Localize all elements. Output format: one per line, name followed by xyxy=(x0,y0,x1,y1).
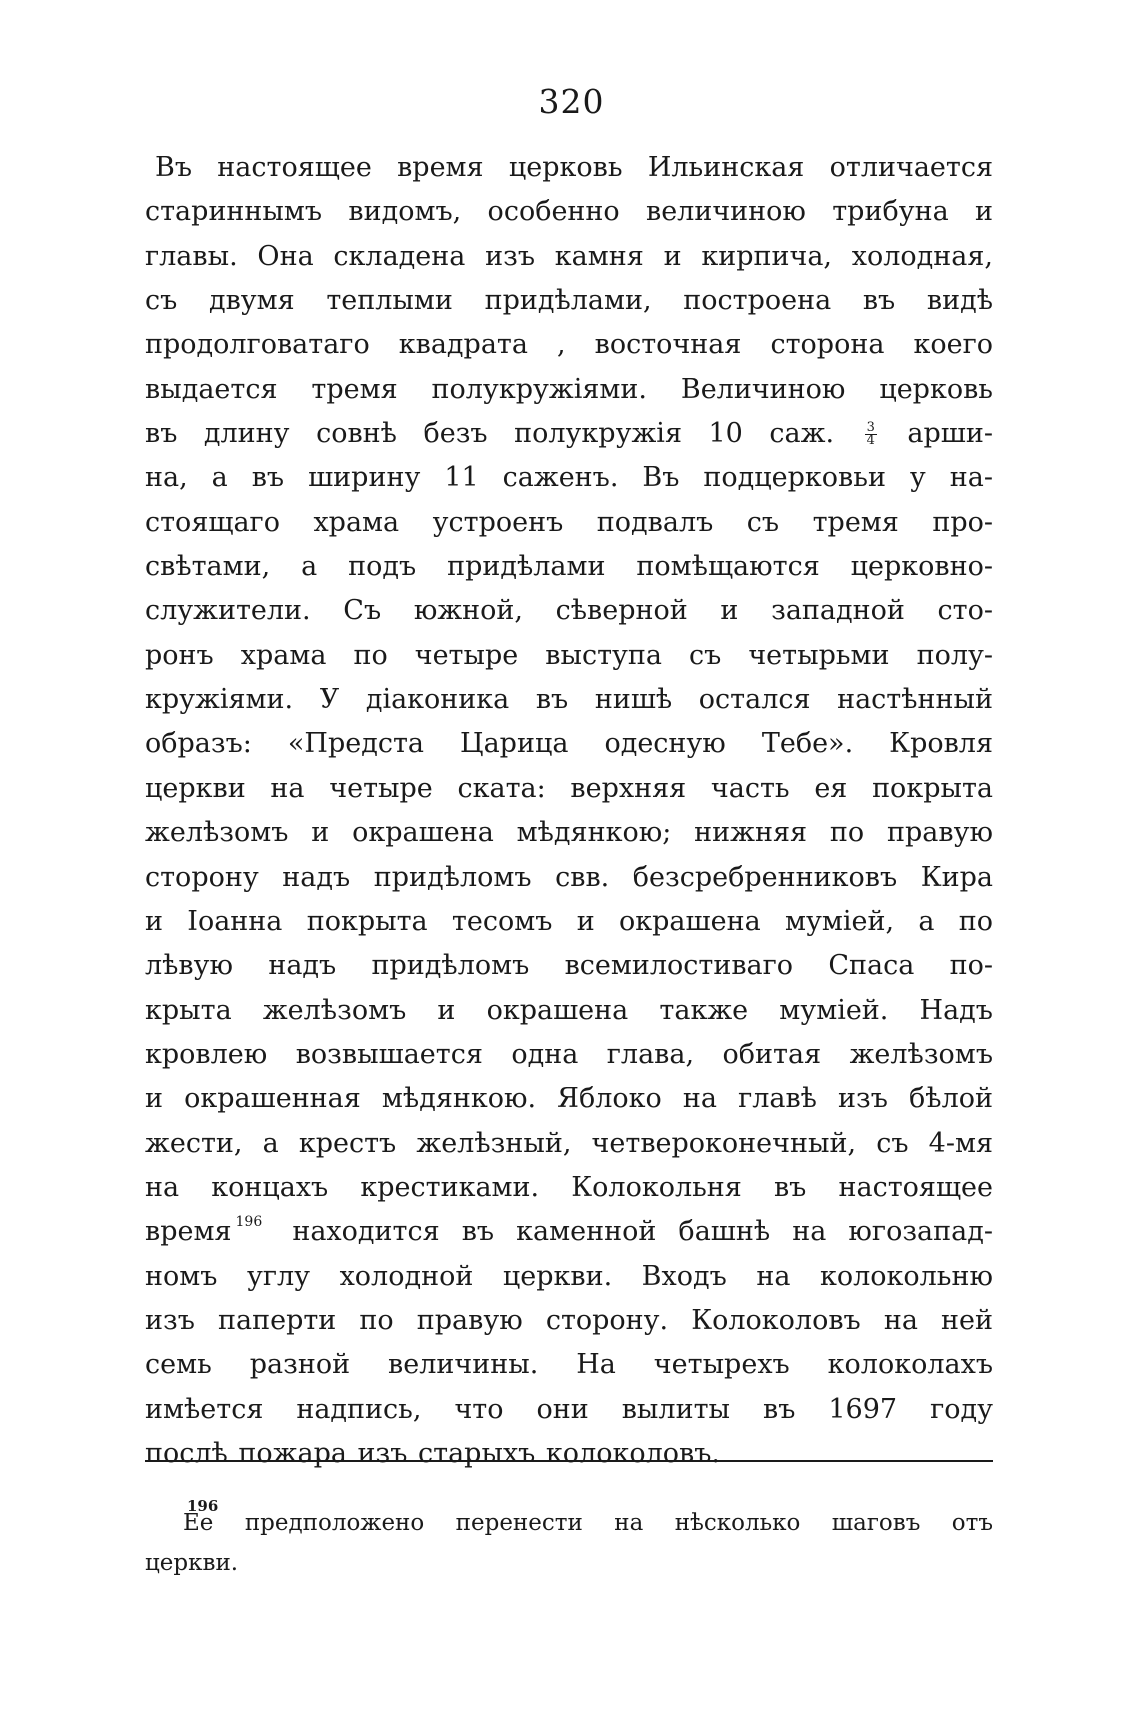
text-line: церкви на четыре ската: верхняя часть ея покрыта xyxy=(145,772,993,804)
text-line-with-footnote-ref xyxy=(145,1210,993,1254)
text-line: продолговатаго квадрата , восточная сторона коего xyxy=(145,329,993,361)
text-line: Въ настоящее время церковь Ильинская отличается xyxy=(155,152,993,183)
text-line: послѣ пожара изъ старыхъ колоколовъ. xyxy=(145,1437,720,1469)
text-line: служители. Съ южной, сѣверной и западной сто- xyxy=(145,595,993,627)
text-line: на концахъ крестиками. Колокольня въ настоящее xyxy=(145,1171,993,1203)
text-line: семь разной величины. На четырехъ колоколахъ xyxy=(145,1349,993,1381)
text-line: сторону надъ придѣломъ свв. безсребренниковъ Кира xyxy=(145,861,993,893)
text-segment: время xyxy=(145,1216,232,1248)
page-number: 320 xyxy=(538,82,605,121)
text-line: жести, а крестъ желѣзный, четвероконечный, съ 4-мя xyxy=(145,1127,993,1159)
text-line: на, а въ ширину 11 саженъ. Въ подцерковьи у на- xyxy=(145,462,993,494)
footnote-divider xyxy=(145,1460,993,1462)
text-line: желѣзомъ и окрашена мѣдянкою; нижняя по правую xyxy=(145,817,993,849)
footnote xyxy=(145,1497,993,1583)
footnote-reference[interactable]: 196 xyxy=(235,1214,263,1231)
text-line: кружіями. У діаконика въ нишѣ остался настѣнный xyxy=(145,684,993,716)
text-line: имѣется надпись, что они вылиты въ 1697 году xyxy=(145,1393,993,1425)
body-text xyxy=(145,146,993,1476)
fraction-denominator: 4 xyxy=(866,433,875,449)
text-line: главы. Она складена изъ камня и кирпича, холодная, xyxy=(145,240,993,272)
footnote-marker: 196 xyxy=(187,1497,219,1515)
text-line: крыта желѣзомъ и окрашена также муміей. Надъ xyxy=(145,994,993,1026)
footnote-line: церкви. xyxy=(145,1550,239,1576)
text-line: и Іоанна покрыта тесомъ и окрашена муміей, а по xyxy=(145,905,993,937)
fraction-numerator: 3 xyxy=(866,420,875,436)
footnote-first-line-wrap xyxy=(145,1497,993,1543)
text-line: свѣтами, а подъ придѣлами помѣщаются церковно- xyxy=(145,551,993,583)
text-line: образъ: «Предста Царица одесную Тебе». Кровля xyxy=(145,728,993,760)
fraction xyxy=(865,422,877,447)
text-line: съ двумя теплыми придѣлами, построена въ видѣ xyxy=(145,285,993,317)
text-line: и окрашенная мѣдянкою. Яблоко на главѣ изъ бѣлой xyxy=(145,1083,993,1115)
text-line: номъ углу холодной церкви. Входъ на колокольню xyxy=(145,1260,993,1292)
text-segment: арши- xyxy=(907,418,993,450)
text-line: изъ паперти по правую сторону. Колоколовъ на ней xyxy=(145,1304,993,1336)
text-line-with-fraction xyxy=(145,412,993,456)
text-line: выдается тремя полукружіями. Величиною церковь xyxy=(145,373,993,405)
text-line: стоящаго храма устроенъ подвалъ съ тремя про- xyxy=(145,506,993,538)
text-line: ронъ храма по четыре выступа съ четырьми полу- xyxy=(145,639,993,671)
text-line: кровлею возвышается одна глава, обитая желѣзомъ xyxy=(145,1038,993,1070)
text-segment: въ длину совнѣ безъ полукружія 10 саж. xyxy=(145,418,835,450)
text-segment: находится въ каменной башнѣ на югозапад- xyxy=(292,1216,993,1248)
text-line: лѣвую надъ придѣломъ всемилостиваго Спаса по- xyxy=(145,950,993,982)
footnote-line: Ее предположено перенести на нѣсколько шаговъ отъ xyxy=(183,1510,993,1536)
text-line: стариннымъ видомъ, особенно величиною трибуна и xyxy=(145,196,993,228)
